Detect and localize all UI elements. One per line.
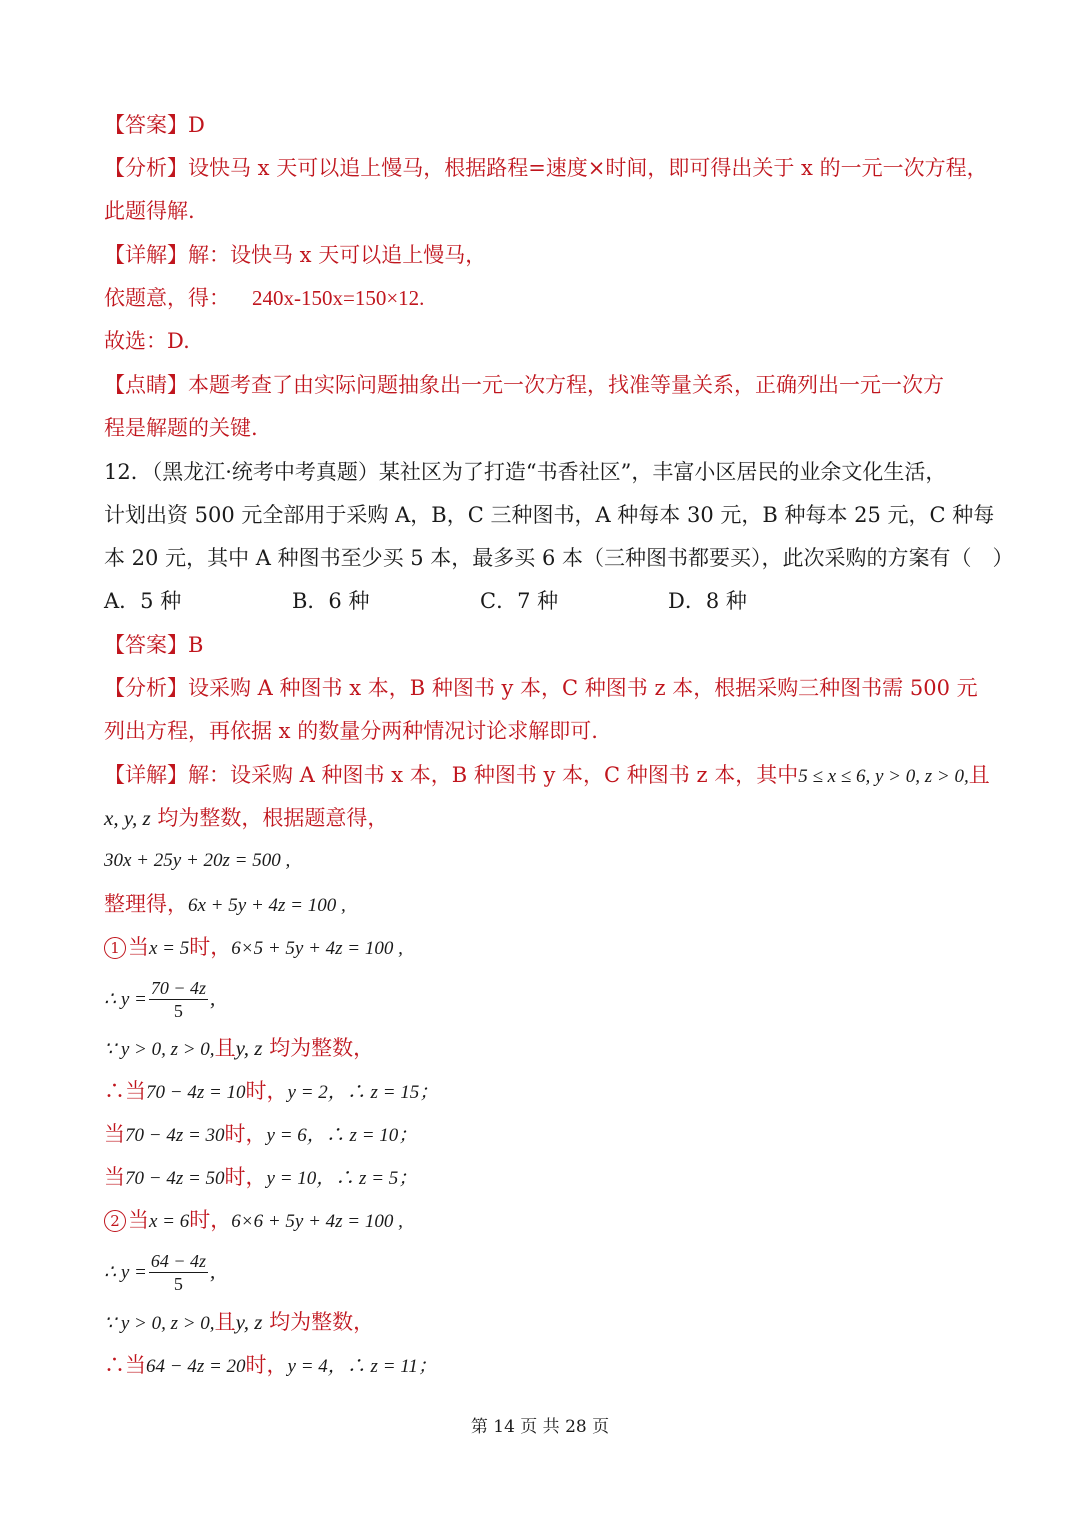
option-b: B．6 种 <box>292 589 370 613</box>
analysis-text: 设采购 A 种图书 x 本，B 种图书 y 本，C 种图书 z 本，根据采购三种图书需 500 元 <box>188 676 978 700</box>
fraction-1 <box>149 977 208 1022</box>
result-3-eq: 70 − 4z = 50 <box>125 1168 225 1189</box>
q12-stem-line-2: 计划出资 500 元全部用于采购 A，B，C 三种图书，A 种每本 30 元，B 种每本 25 元，C 种每 <box>104 503 995 527</box>
result-3-values: y = 10，∴ z = 5； <box>266 1168 418 1189</box>
option-d: D．8 种 <box>668 589 747 613</box>
q11-point-line-1 <box>104 370 976 400</box>
case-1-condition: x = 5 <box>149 938 190 959</box>
fraction-2-denominator: 5 <box>173 1274 183 1294</box>
case-1-line <box>104 932 976 964</box>
result-4-eq: 64 − 4z = 20 <box>146 1356 246 1377</box>
equation-2-label: 整理得， <box>104 892 188 916</box>
analysis-text: 设快马 x 天可以追上慢马，根据路程=速度×时间，即可得出关于 x 的一元一次方程， <box>188 156 988 180</box>
result-1-time: 时， <box>245 1079 288 1103</box>
point-text: 本题考查了由实际问题抽象出一元一次方程，找准等量关系，正确列出一元一次方 <box>188 373 944 397</box>
condition-2-text: 均为整数， <box>269 1310 375 1334</box>
q12-stem-line-3: 本 20 元，其中 A 种图书至少买 5 本，最多买 6 本（三种图书都要买），此次采购的方案有（ ） <box>104 546 1014 570</box>
detail-condition: 5 ≤ x ≤ 6, y > 0, z > 0, <box>798 766 969 787</box>
answer-tag: 【答案】 <box>104 113 188 137</box>
q11-analysis-line-2: 此题得解. <box>104 199 195 223</box>
fraction-1-denominator: 5 <box>173 1001 183 1021</box>
condition-2-ineq: ∵ y > 0, z > 0, <box>104 1313 215 1334</box>
q11-analysis-line-1 <box>104 153 988 183</box>
condition-1-text: 均为整数， <box>269 1036 375 1060</box>
result-2-eq: 70 − 4z = 30 <box>125 1125 225 1146</box>
detail-text: 解：设快马 x 天可以追上慢马， <box>188 243 487 267</box>
result-3-prefix: 当 <box>104 1165 125 1189</box>
result-2-prefix: 当 <box>104 1122 125 1146</box>
condition-1-ineq: ∵ y > 0, z > 0, <box>104 1039 215 1060</box>
analysis-tag: 【分析】 <box>104 156 188 180</box>
fraction-1-lhs: ∴ y = <box>104 989 147 1010</box>
result-3-line <box>104 1162 976 1194</box>
condition-2-line <box>104 1307 976 1339</box>
case-1-when: 当 <box>128 935 149 959</box>
fraction-1-line: ∴ y = $\frac{70 - 4z}{5}$ , <box>104 978 216 1021</box>
result-1-prefix: ∴当 <box>104 1079 146 1103</box>
fraction-2-lhs: ∴ y = <box>104 1262 147 1283</box>
result-2-time: 时， <box>224 1122 267 1146</box>
option-a: A．5 种 <box>104 589 182 613</box>
q11-choice-line: 故选：D. <box>104 329 190 353</box>
answer-value: D <box>188 113 205 137</box>
detail-text: 解：设采购 A 种图书 x 本，B 种图书 y 本，C 种图书 z 本，其中 <box>188 763 799 787</box>
result-1-eq: 70 − 4z = 10 <box>146 1082 246 1103</box>
detail-equation: 240x-150x=150×12. <box>252 286 425 310</box>
fraction-1-numerator: 70 − 4z <box>150 978 206 998</box>
q12-detail-line-2 <box>104 803 976 833</box>
q12-answer-line <box>104 630 976 660</box>
case-2-line <box>104 1205 976 1237</box>
case-2-number: 2 <box>104 1210 126 1232</box>
case-1-time: 时， <box>189 935 232 959</box>
answer-tag: 【答案】 <box>104 633 188 657</box>
analysis-tag: 【分析】 <box>104 676 188 700</box>
equation-2: 6x + 5y + 4z = 100 , <box>188 895 346 916</box>
result-1-values: y = 2，∴ z = 15； <box>287 1082 439 1103</box>
detail-text-2: 均为整数，根据题意得， <box>157 806 389 830</box>
fraction-2-line: ∴ y = $\frac{64 - 4z}{5}$ , <box>104 1251 216 1294</box>
case-2-condition: x = 6 <box>149 1211 190 1232</box>
condition-1-line <box>104 1033 976 1065</box>
condition-1-vars: y, z <box>235 1036 263 1060</box>
fraction-2 <box>149 1250 208 1295</box>
q11-answer-line <box>104 110 976 140</box>
answer-value: B <box>188 633 204 657</box>
case-2-when: 当 <box>128 1208 149 1232</box>
q12-analysis-line-1 <box>104 673 976 703</box>
result-2-values: y = 6，∴ z = 10； <box>266 1125 418 1146</box>
result-4-time: 时， <box>245 1353 288 1377</box>
condition-1-and: 且 <box>214 1036 236 1060</box>
condition-2-and: 且 <box>214 1310 236 1334</box>
case-2-time: 时， <box>189 1208 232 1232</box>
page-footer: 第 14 页 共 28 页 <box>470 1417 610 1437</box>
result-4-prefix: ∴当 <box>104 1353 146 1377</box>
detail-label: 依题意，得： <box>104 286 230 310</box>
detail-tag: 【详解】 <box>104 243 188 267</box>
q12-stem-line-1: 12．（黑龙江·统考中考真题）某社区为了打造“书香社区”，丰富小区居民的业余文化生活， <box>104 460 947 484</box>
result-3-time: 时， <box>224 1165 267 1189</box>
detail-tag: 【详解】 <box>104 763 188 787</box>
result-2-line <box>104 1119 976 1151</box>
case-1-number: 1 <box>104 937 126 959</box>
option-c: C．7 种 <box>480 589 559 613</box>
q12-detail-line-1 <box>104 760 990 792</box>
fraction-2-numerator: 64 − 4z <box>150 1251 206 1271</box>
q11-detail-line-2 <box>104 283 976 313</box>
result-1-line <box>104 1076 976 1108</box>
case-1-equation: 6×5 + 5y + 4z = 100 , <box>231 938 403 959</box>
result-4-values: y = 4，∴ z = 11； <box>287 1356 437 1377</box>
detail-and: 且 <box>968 763 990 787</box>
case-2-equation: 6×6 + 5y + 4z = 100 , <box>231 1211 403 1232</box>
point-tag: 【点睛】 <box>104 373 188 397</box>
detail-vars: x, y, z <box>104 806 151 830</box>
q11-point-line-2: 程是解题的关键. <box>104 416 258 440</box>
q12-options <box>104 586 976 616</box>
equation-2-line <box>104 889 976 921</box>
q12-analysis-line-2: 列出方程，再依据 x 的数量分两种情况讨论求解即可. <box>104 719 598 743</box>
result-4-line <box>104 1350 976 1382</box>
equation-1: 30x + 25y + 20z = 500 , <box>104 850 291 871</box>
q11-detail-line-1 <box>104 240 976 270</box>
condition-2-vars: y, z <box>235 1310 263 1334</box>
